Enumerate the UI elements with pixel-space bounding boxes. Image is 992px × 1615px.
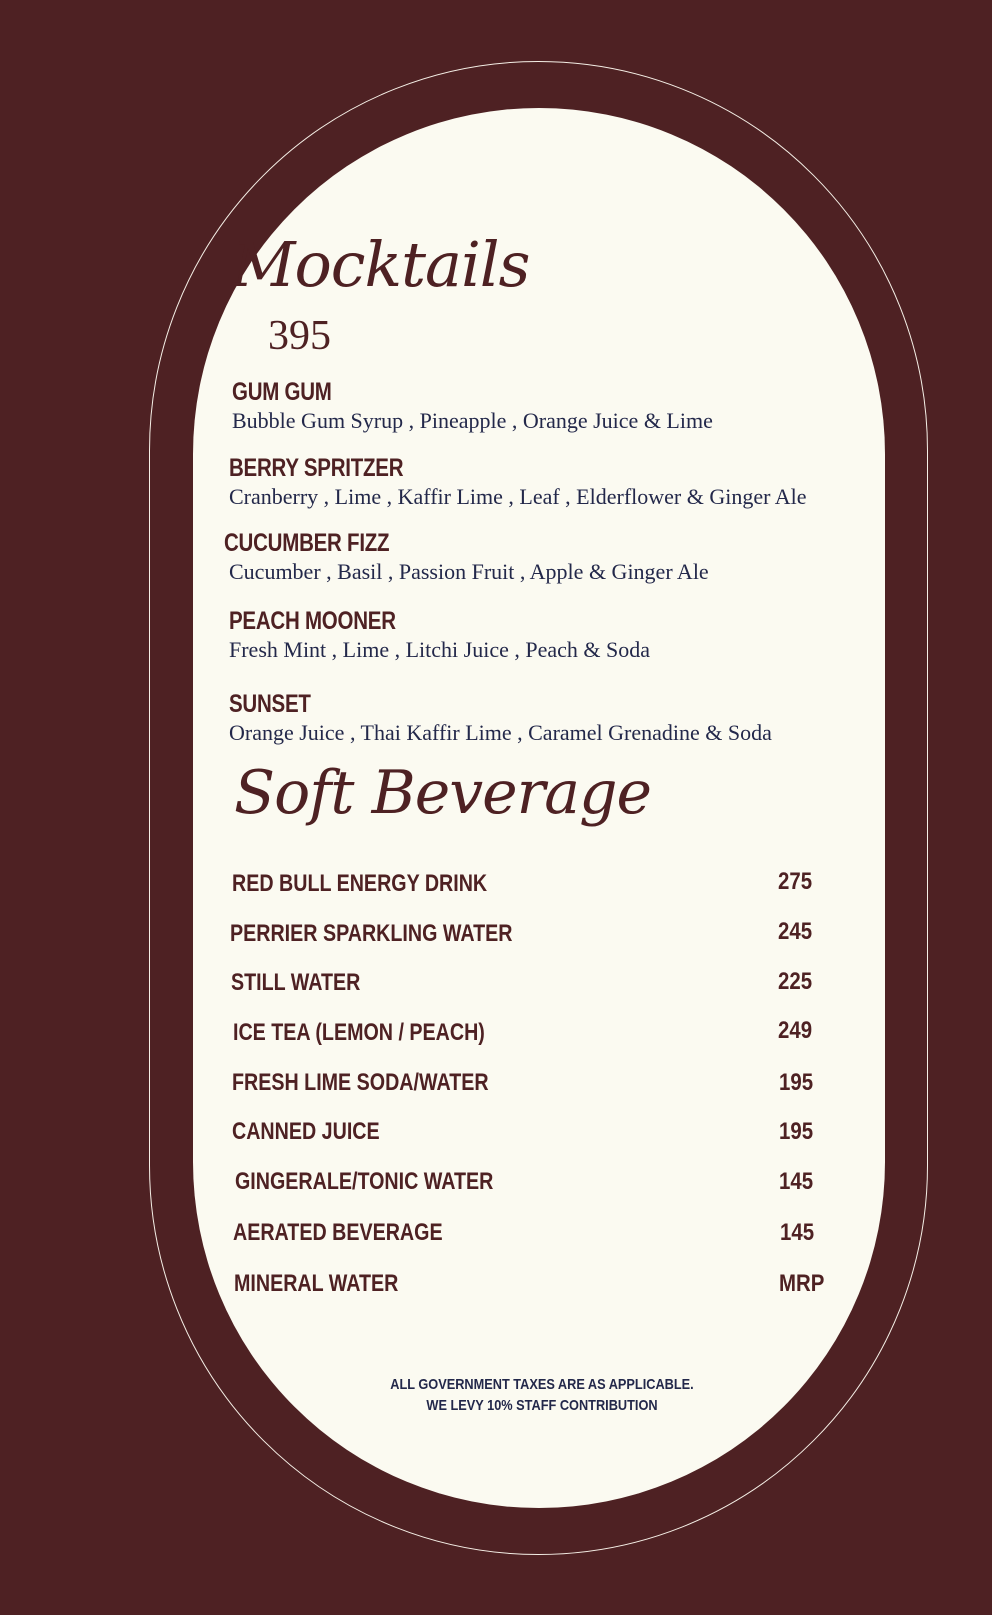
footer-tax-note: ALL GOVERNMENT TAXES ARE AS APPLICABLE. [390, 1376, 694, 1393]
beverage-price: 275 [778, 868, 813, 895]
mocktail-item [224, 529, 709, 585]
footer-staff-note: WE LEVY 10% STAFF CONTRIBUTION [426, 1397, 658, 1414]
mocktails-price: 395 [268, 313, 331, 359]
beverage-name: FRESH LIME SODA/WATER [232, 1069, 489, 1096]
beverage-name: AERATED BEVERAGE [233, 1219, 443, 1246]
soft-beverage-title: Soft Beverage [234, 758, 651, 828]
mocktail-item [229, 454, 807, 510]
mocktail-item [232, 378, 713, 434]
beverage-name: STILL WATER [231, 969, 361, 996]
beverage-name: ICE TEA (LEMON / PEACH) [233, 1019, 485, 1046]
beverage-price: 249 [778, 1017, 813, 1044]
mocktails-title: Mocktails [232, 228, 530, 301]
mocktail-description: Cucumber , Basil , Passion Fruit , Apple & Ginger Ale [229, 559, 709, 584]
beverage-price: 195 [779, 1118, 814, 1145]
mocktail-name: PEACH MOONER [229, 607, 396, 635]
mocktail-name: BERRY SPRITZER [229, 454, 404, 482]
mocktail-name: SUNSET [229, 690, 311, 718]
beverage-price: 145 [780, 1219, 815, 1246]
beverage-price: 225 [778, 968, 813, 995]
beverage-name: RED BULL ENERGY DRINK [232, 870, 488, 897]
beverage-name: GINGERALE/TONIC WATER [235, 1168, 494, 1195]
beverage-price: 245 [778, 918, 813, 945]
mocktail-name: GUM GUM [232, 378, 332, 406]
beverage-price: 195 [779, 1069, 814, 1096]
beverage-name: MINERAL WATER [234, 1270, 399, 1297]
beverage-price: MRP [779, 1270, 825, 1297]
beverage-price: 145 [779, 1168, 814, 1195]
mocktail-item [229, 690, 772, 746]
mocktail-name: CUCUMBER FIZZ [224, 529, 390, 557]
mocktail-description: Bubble Gum Syrup , Pineapple , Orange Juice & Lime [232, 408, 713, 433]
beverage-name: PERRIER SPARKLING WATER [230, 920, 513, 947]
mocktail-description: Orange Juice , Thai Kaffir Lime , Caramel Grenadine & Soda [229, 720, 772, 745]
mocktail-description: Cranberry , Lime , Kaffir Lime , Leaf , Elderflower & Ginger Ale [229, 484, 807, 509]
beverage-name: CANNED JUICE [232, 1118, 380, 1145]
mocktail-item [229, 607, 650, 663]
mocktail-description: Fresh Mint , Lime , Litchi Juice , Peach & Soda [229, 637, 650, 662]
